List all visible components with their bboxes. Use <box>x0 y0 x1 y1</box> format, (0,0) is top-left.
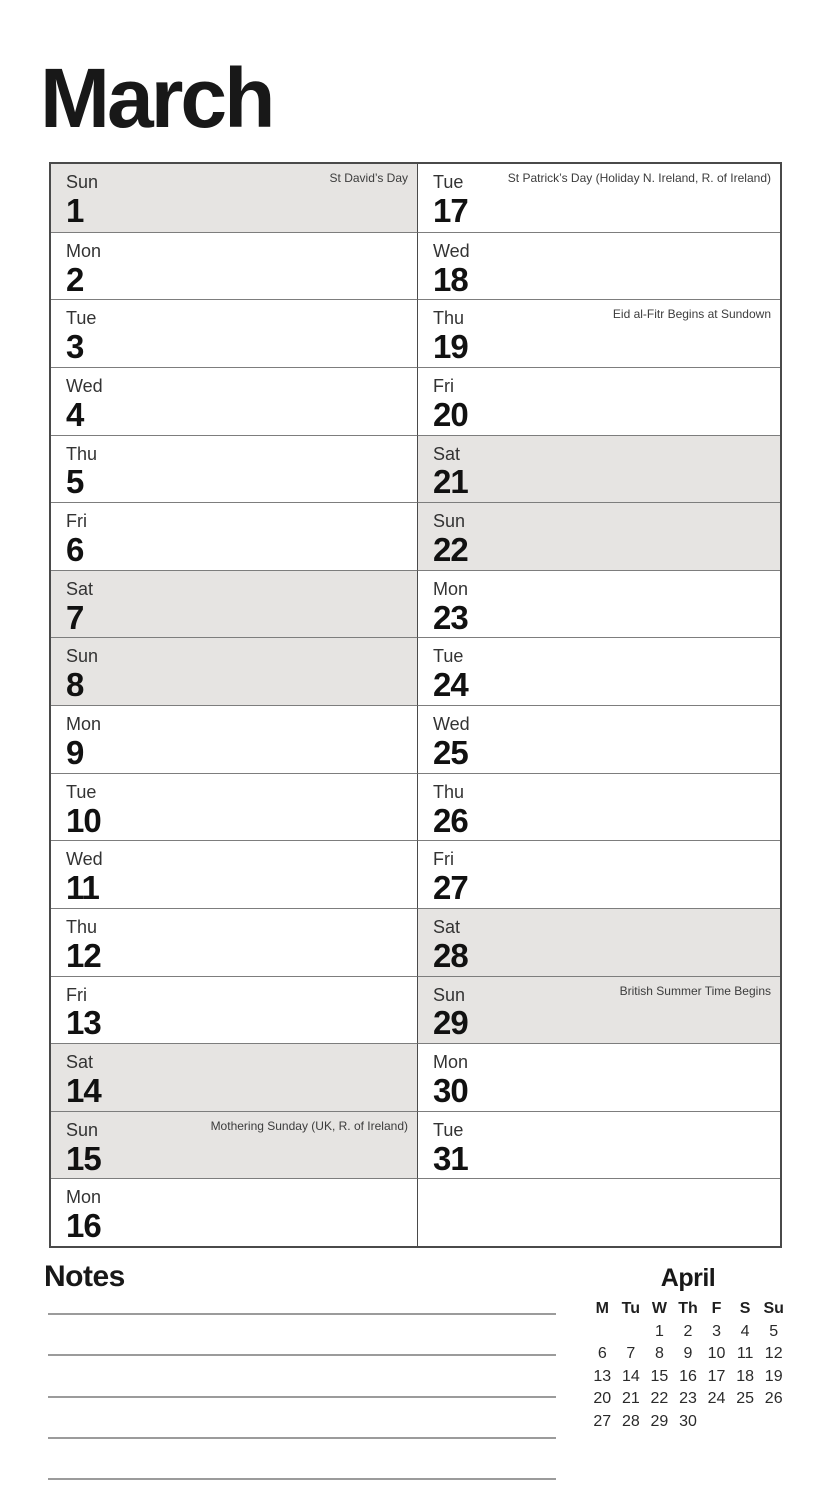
calendar-cell-15 <box>51 1111 417 1179</box>
date-number: 5 <box>66 463 84 501</box>
mini-date-empty <box>588 1321 617 1344</box>
calendar-grid <box>49 162 782 1248</box>
day-of-week-label: Sat <box>433 916 461 937</box>
mini-calendar-grid <box>588 1298 788 1433</box>
calendar-cell-16 <box>51 1178 417 1246</box>
mini-date-24: 24 <box>707 1390 726 1407</box>
mini-date-4: 4 <box>740 1322 750 1340</box>
mini-date-19: 19 <box>764 1367 783 1385</box>
date-number: 1 <box>66 191 84 229</box>
day-of-week-label: Mon <box>66 1187 102 1208</box>
day-of-week-label: Fri <box>433 849 454 870</box>
calendar-cell-23 <box>417 570 780 638</box>
date-number: 7 <box>66 598 84 636</box>
notes-ruled-line <box>48 1313 556 1315</box>
mini-date-empty <box>702 1411 731 1434</box>
calendar-cell-28 <box>417 908 780 976</box>
mini-date-empty <box>617 1321 646 1344</box>
calendar-cell-7 <box>51 570 417 638</box>
mini-date-14: 14 <box>621 1367 640 1385</box>
calendar-cell-19 <box>417 299 780 367</box>
calendar-cell-4 <box>51 367 417 435</box>
calendar-cell-29 <box>417 976 780 1044</box>
day-of-week-label: Wed <box>66 849 103 870</box>
date-number: 10 <box>66 801 101 839</box>
date-number: 3 <box>66 328 84 366</box>
date-number: 18 <box>433 260 468 298</box>
holiday-note: St Patrick’s Day (Holiday N. Ireland, R. of Ireland) <box>507 171 771 185</box>
mini-date-10: 10 <box>707 1345 726 1362</box>
day-of-week-label: Sun <box>433 984 466 1005</box>
day-of-week-label: Mon <box>66 714 102 734</box>
day-of-week-label: Thu <box>66 443 98 464</box>
mini-date-8: 8 <box>654 1345 664 1362</box>
date-number: 21 <box>433 463 468 501</box>
mini-date-13: 13 <box>593 1367 612 1385</box>
mini-date-22: 22 <box>650 1390 669 1407</box>
mini-date-27: 27 <box>593 1412 612 1430</box>
mini-date-2: 2 <box>683 1322 693 1340</box>
day-of-week-label: Fri <box>433 375 454 396</box>
mini-day-header: W <box>651 1300 667 1317</box>
date-number: 28 <box>433 936 468 974</box>
day-of-week-label: Thu <box>66 916 98 937</box>
day-of-week-label: Tue <box>433 172 464 192</box>
day-of-week-label: Tue <box>66 781 97 802</box>
calendar-cell-5 <box>51 435 417 503</box>
day-of-week-label: Sun <box>66 646 99 667</box>
notes-ruled-line <box>48 1396 556 1398</box>
calendar-cell-6 <box>51 502 417 570</box>
day-of-week-label: Fri <box>66 511 87 532</box>
mini-date-1: 1 <box>654 1322 664 1340</box>
day-of-week-label: Sat <box>66 578 94 599</box>
mini-date-9: 9 <box>683 1345 693 1362</box>
calendar-cell-17 <box>417 164 780 232</box>
notes-ruled-line <box>48 1437 556 1439</box>
mini-day-header: M <box>595 1300 609 1317</box>
day-of-week-label: Mon <box>433 578 469 599</box>
mini-date-23: 23 <box>679 1390 697 1407</box>
date-number: 17 <box>433 191 468 229</box>
mini-date-6: 6 <box>597 1345 607 1362</box>
day-of-week-label: Tue <box>433 1119 464 1140</box>
mini-date-empty <box>759 1411 788 1434</box>
day-of-week-label: Tue <box>433 646 464 667</box>
date-number: 27 <box>433 869 468 907</box>
day-of-week-label: Wed <box>433 714 470 734</box>
calendar-cell-25 <box>417 705 780 773</box>
calendar-cell-9 <box>51 705 417 773</box>
date-number: 25 <box>433 733 468 771</box>
holiday-note: St David’s Day <box>329 171 408 185</box>
calendar-cell-empty <box>417 1178 780 1246</box>
date-number: 8 <box>66 666 84 704</box>
calendar-cell-12 <box>51 908 417 976</box>
date-number: 4 <box>66 395 84 433</box>
holiday-note: Eid al-Fitr Begins at Sundown <box>612 307 771 322</box>
calendar-cell-8 <box>51 637 417 705</box>
day-of-week-label: Sun <box>66 1119 99 1140</box>
calendar-cell-30 <box>417 1043 780 1111</box>
calendar-cell-18 <box>417 232 780 300</box>
mini-date-20: 20 <box>593 1390 612 1407</box>
mini-date-15: 15 <box>650 1367 669 1385</box>
day-of-week-label: Sun <box>66 172 99 192</box>
day-of-week-label: Fri <box>66 984 87 1005</box>
calendar-cell-22 <box>417 502 780 570</box>
date-number: 13 <box>66 1004 101 1042</box>
mini-calendar <box>588 1264 788 1433</box>
date-number: 20 <box>433 395 468 433</box>
day-of-week-label: Mon <box>66 240 102 261</box>
notes-ruled-line <box>48 1354 556 1356</box>
calendar-cell-1 <box>51 164 417 232</box>
day-of-week-label: Sat <box>66 1052 94 1073</box>
day-of-week-label: Tue <box>66 308 97 329</box>
date-number: 12 <box>66 936 101 974</box>
mini-date-7: 7 <box>626 1345 636 1362</box>
date-number: 26 <box>433 801 468 839</box>
date-number: 24 <box>433 666 468 704</box>
mini-date-28: 28 <box>621 1412 640 1430</box>
date-number: 16 <box>66 1207 101 1245</box>
date-number: 29 <box>433 1004 468 1042</box>
calendar-cell-2 <box>51 232 417 300</box>
mini-day-header: Su <box>763 1300 784 1317</box>
date-number: 11 <box>66 869 99 907</box>
calendar-cell-24 <box>417 637 780 705</box>
mini-day-header: F <box>711 1300 722 1317</box>
mini-date-16: 16 <box>679 1367 697 1385</box>
date-number: 9 <box>66 733 84 771</box>
mini-date-5: 5 <box>769 1322 779 1340</box>
day-of-week-label: Sat <box>433 443 461 464</box>
calendar-cell-10 <box>51 773 417 841</box>
date-number: 14 <box>66 1072 101 1110</box>
calendar-cell-11 <box>51 840 417 908</box>
calendar-cell-3 <box>51 299 417 367</box>
mini-date-21: 21 <box>621 1390 640 1407</box>
calendar-cell-20 <box>417 367 780 435</box>
date-number: 19 <box>433 328 468 366</box>
notes-ruled-line <box>48 1478 556 1480</box>
mini-calendar-title: April <box>660 1264 716 1292</box>
day-of-week-label: Wed <box>433 240 470 261</box>
holiday-note: British Summer Time Begins <box>619 983 771 998</box>
date-number: 31 <box>433 1139 468 1177</box>
holiday-note: Mothering Sunday (UK, R. of Ireland) <box>210 1118 408 1133</box>
mini-date-30: 30 <box>679 1412 697 1430</box>
mini-date-25: 25 <box>736 1390 755 1407</box>
date-number: 23 <box>433 598 468 636</box>
mini-date-empty <box>731 1411 760 1434</box>
date-number: 30 <box>433 1072 468 1110</box>
calendar-cell-27 <box>417 840 780 908</box>
mini-date-18: 18 <box>736 1367 755 1385</box>
day-of-week-label: Wed <box>66 375 103 396</box>
date-number: 6 <box>66 531 84 569</box>
day-of-week-label: Thu <box>433 308 465 329</box>
notes-heading: Notes <box>44 1260 125 1293</box>
day-of-week-label: Mon <box>433 1052 469 1073</box>
date-number: 22 <box>433 531 468 569</box>
day-of-week-label: Sun <box>433 511 466 532</box>
mini-day-header: S <box>739 1300 751 1317</box>
mini-day-header: Th <box>678 1300 698 1317</box>
mini-date-17: 17 <box>707 1367 726 1385</box>
mini-date-11: 11 <box>736 1345 754 1362</box>
calendar-cell-21 <box>417 435 780 503</box>
date-number: 2 <box>66 260 84 298</box>
month-title: March <box>40 51 273 145</box>
mini-date-26: 26 <box>764 1390 783 1407</box>
mini-date-12: 12 <box>764 1345 783 1362</box>
date-number: 15 <box>66 1139 101 1177</box>
calendar-cell-31 <box>417 1111 780 1179</box>
calendar-cell-14 <box>51 1043 417 1111</box>
mini-day-header: Tu <box>621 1300 641 1317</box>
calendar-cell-13 <box>51 976 417 1044</box>
mini-date-3: 3 <box>712 1322 722 1340</box>
day-of-week-label: Thu <box>433 781 465 802</box>
calendar-cell-26 <box>417 773 780 841</box>
mini-date-29: 29 <box>650 1412 669 1430</box>
